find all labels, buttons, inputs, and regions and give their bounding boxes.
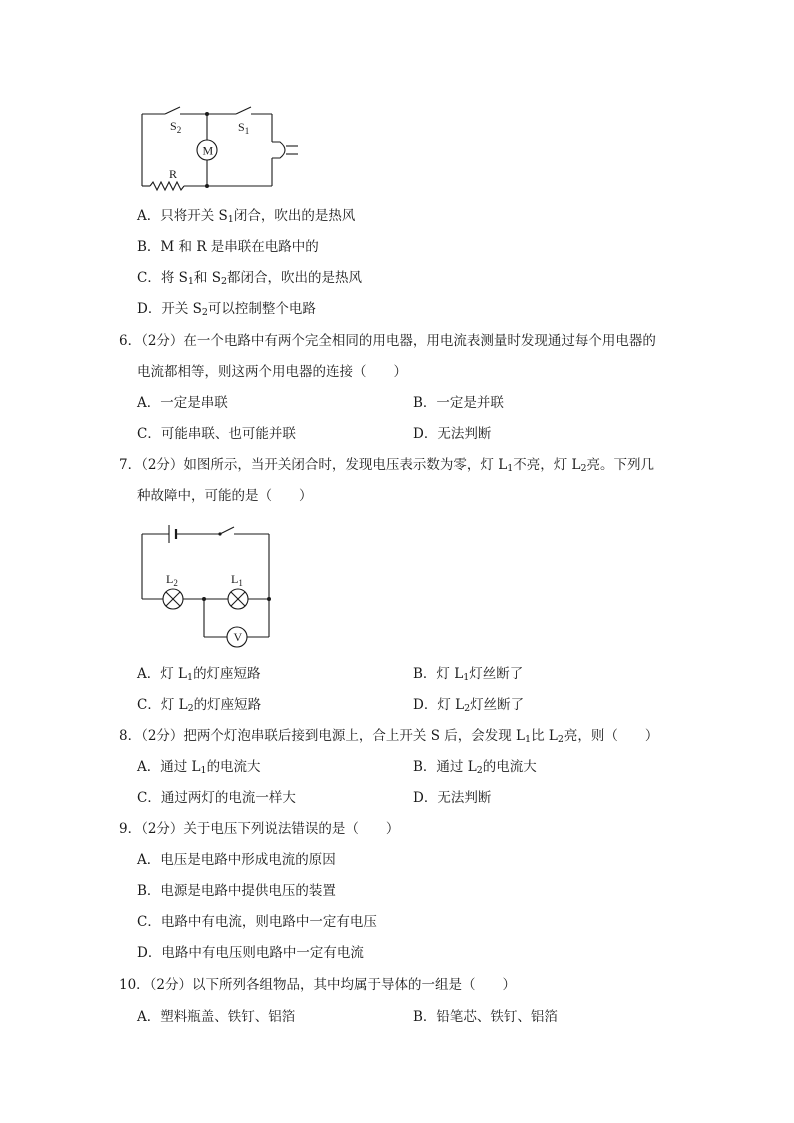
q7-option-a: A．灯 $L_1$的灯座短路 — [137, 666, 261, 683]
circuit-diagram-lamps — [130, 515, 290, 650]
q6-option-b: B．一定是并联 — [413, 395, 504, 411]
q9-option-b: B．电源是电路中提供电压的装置 — [137, 883, 336, 899]
q5-option-d: D．开关 $S_2$可以控制整个电路 — [137, 301, 316, 318]
q5-option-b: B．M 和 R 是串联在电路中的 — [137, 239, 319, 255]
q8-option-c: C．通过两灯的电流一样大 — [137, 790, 296, 806]
q6-stem-line2: 电流都相等，则这两个用电器的连接（ ） — [137, 364, 407, 380]
q6-option-c: C．可能串联、也可能并联 — [137, 426, 296, 442]
q7-stem-line1: 7．（2分）如图所示，当开关闭合时，发现电压表示数为零，灯 $L_1$不亮，灯 $L_2$亮。下列几 — [119, 457, 655, 474]
motor-label: M — [202, 143, 214, 158]
q10-option-b: B．铅笔芯、铁钉、铝箔 — [413, 1009, 558, 1025]
q9-option-d: D．电路中有电压则电路中一定有电流 — [137, 945, 364, 961]
q8-option-d: D．无法判断 — [413, 790, 492, 806]
q8-option-b: B．通过 $L_2$的电流大 — [413, 759, 537, 776]
q7-stem-line2: 种故障中，可能的是（ ） — [137, 488, 313, 504]
switch-s2-label: $S_2$ — [170, 119, 182, 135]
q9-stem: 9．（2分）关于电压下列说法错误的是（ ） — [119, 821, 400, 837]
q6-option-d: D．无法判断 — [413, 426, 492, 442]
lamp-l2-label: $L_2$ — [166, 572, 178, 588]
voltmeter-label: V — [233, 630, 243, 644]
q10-option-a: A．塑料瓶盖、铁钉、铝箔 — [137, 1009, 296, 1025]
lamp-l1-label: $L_1$ — [231, 572, 243, 588]
switch-s1-label: $S_1$ — [238, 120, 250, 136]
q5-option-c: C．将 $S_1$和 $S_2$都闭合，吹出的是热风 — [137, 270, 363, 287]
circuit-diagram-hair-dryer — [130, 100, 310, 195]
q7-option-c: C．灯 $L_2$的灯座短路 — [137, 697, 262, 714]
q9-option-a: A．电压是电路中形成电流的原因 — [137, 852, 336, 868]
q9-option-c: C．电路中有电流，则电路中一定有电压 — [137, 914, 377, 930]
q10-stem: 10．（2分）以下所列各组物品，其中均属于导体的一组是（ ） — [119, 977, 517, 993]
q6-stem-line1: 6．（2分）在一个电路中有两个完全相同的用电器，用电流表测量时发现通过每个用电器的 — [119, 333, 656, 349]
q8-stem: 8．（2分）把两个灯泡串联后接到电源上，合上开关 S 后，会发现 $L_1$比 $L_2$亮，则（ ） — [119, 728, 659, 745]
q7-option-d: D．灯 $L_2$灯丝断了 — [413, 697, 525, 714]
q8-option-a: A．通过 $L_1$的电流大 — [137, 759, 261, 776]
q5-option-a: A．只将开关 $S_1$闭合，吹出的是热风 — [137, 208, 356, 225]
resistor-label: R — [169, 167, 178, 181]
q6-option-a: A．一定是串联 — [137, 395, 228, 411]
q7-option-b: B．灯 $L_1$灯丝断了 — [413, 666, 524, 683]
